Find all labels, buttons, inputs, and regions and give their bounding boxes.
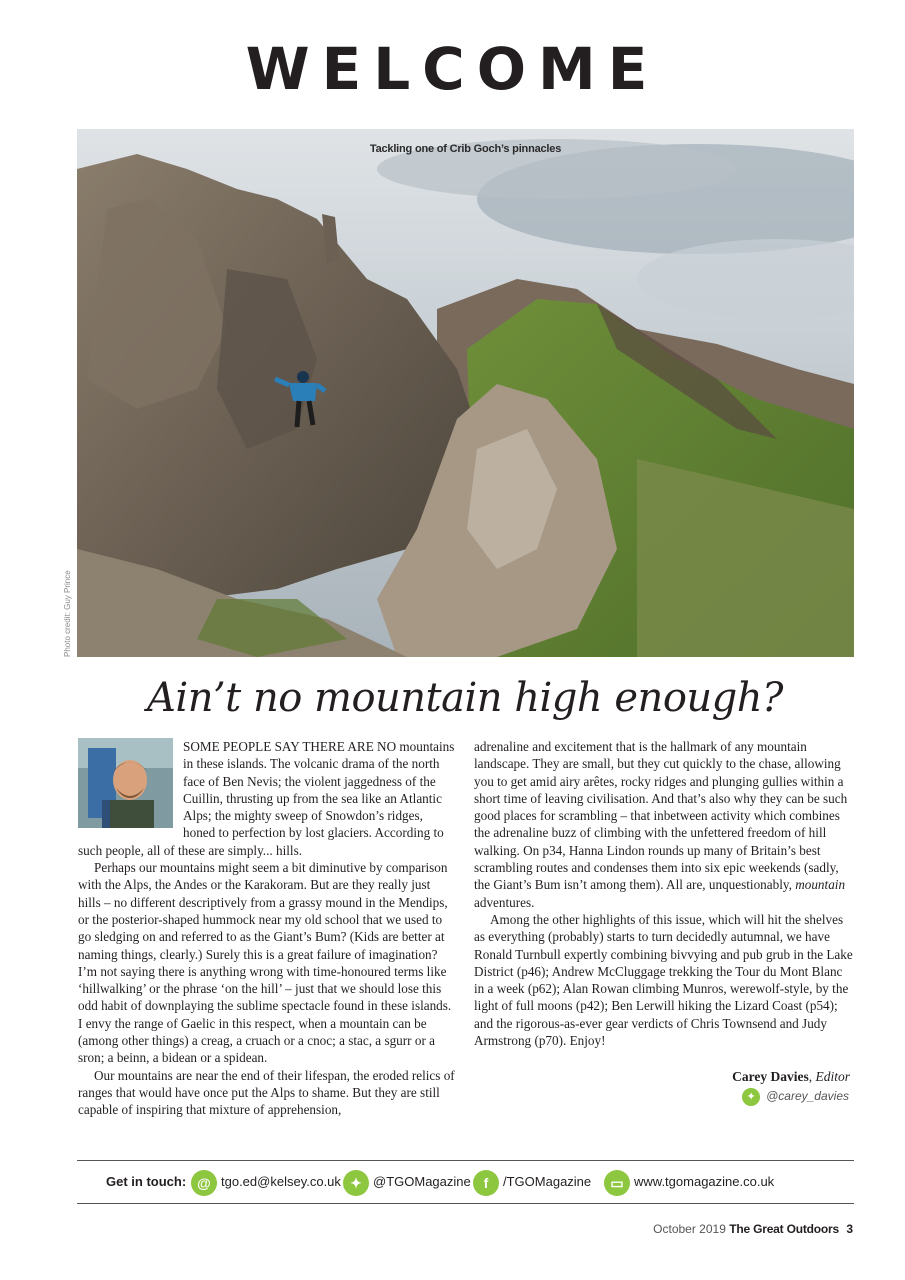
contact-bottom-rule: [77, 1203, 854, 1204]
paragraph-4b: adventures.: [474, 894, 535, 910]
paragraph-1: mountains in these islands. The volcanic drama of the north face of Ben Nevis; the violent jaggedness of the Cuillin, thrusting up from the sea like an Atlantic Alps; the mighty sweep of Snowdon’s ridges, honed to perfection by lost glaciers. According to such people, all of these are simply... hills.: [78, 739, 455, 858]
issue-month: October 2019: [653, 1222, 726, 1236]
editor-signoff: [560, 1068, 850, 1086]
photo-caption: Tackling one of Crib Goch’s pinnacles: [369, 143, 562, 155]
contact-website[interactable]: [604, 1168, 774, 1196]
facebook-icon: f: [473, 1170, 499, 1196]
magazine-name: The Great Outdoors: [729, 1222, 839, 1236]
paragraph-3: Our mountains are near the end of their lifespan, the eroded relics of ranges that would have once put the Alps to shame. But they are still capable of inspiring that mixture of apprehension,: [78, 1067, 455, 1118]
twitter-icon: ✦: [742, 1088, 760, 1106]
article-column-right: [474, 738, 854, 1049]
masthead-title: WELCOME: [245, 35, 660, 103]
contact-facebook[interactable]: [473, 1168, 591, 1196]
at-icon: @: [191, 1170, 217, 1196]
page-folio: [653, 1222, 853, 1236]
contact-facebook-text: /TGOMagazine: [503, 1174, 592, 1189]
hero-photo: [77, 129, 854, 657]
paragraph-4a: adrenaline and excitement that is the hallmark of any mountain landscape. They are small, but they cut quickly to the chase, allowing you to get amid airy arêtes, rocky ridges and plunging gullies within a short time of leaving civilisation. And that’s also why they can be such good places for scrambling – that inbetween activity which combines the adrenaline buzz of climbing with the unfettered freedom of hill walking. On p34, Hanna Lindon rounds up many of Britain’s best scrambling routes and condenses them into six epic weekends (sadly, the Giant’s Bum isn’t among them). All are, unquestionably,: [474, 739, 848, 893]
page-number: 3: [846, 1222, 853, 1236]
mountain-scene-image: [77, 129, 854, 657]
signoff-separator: ,: [808, 1069, 816, 1084]
contact-twitter[interactable]: [343, 1168, 471, 1196]
contact-bar: [77, 1161, 854, 1203]
contact-website-text: www.tgomagazine.co.uk: [634, 1174, 775, 1189]
editor-portrait-image: [78, 738, 173, 828]
get-in-touch-label: Get in touch:: [106, 1174, 187, 1189]
paragraph-4-emphasis: mountain: [795, 877, 846, 893]
editor-twitter[interactable]: [620, 1086, 849, 1106]
article-headline: Ain’t no mountain high enough?: [147, 675, 783, 721]
photo-credit: Photo credit: Guy Prince: [63, 570, 72, 657]
editor-twitter-handle: @carey_davies: [766, 1089, 849, 1103]
article-column-left: [78, 738, 456, 1119]
monitor-icon: ▭: [604, 1170, 630, 1196]
contact-email-text: tgo.ed@kelsey.co.uk: [221, 1174, 341, 1189]
paragraph-2: Perhaps our mountains might seem a bit diminutive by comparison with the Alps, the Andes or the Karakoram. But are they really just hills – no different descriptively from a grassy mound in the Mendips, or the posterior-shaped hummock near my old school that we used to go sledging on and referred to as the Giant’s Bum? (Kids are better at naming things, clearly.) Surely this is a great failure of imagination? I’m not saying there is anything wrong with time-honoured terms like ‘hillwalking’ or the phrase ‘on the hill’ – just that we should lose this odd habit of downplaying the sublime spectacle found in these islands. I envy the range of Gaelic in this respect, when a mountain can be (among other things) a creag, a cruach or a cnoc; a stac, a sgurr or a sron; a beinn, a bidean or a spidean.: [78, 860, 452, 1066]
lead-in-caps: SOME PEOPLE SAY THERE ARE NO: [183, 739, 397, 754]
editor-portrait: [78, 738, 173, 828]
contact-email[interactable]: [191, 1168, 341, 1196]
twitter-icon: ✦: [343, 1170, 369, 1196]
editor-name: Carey Davies: [732, 1069, 809, 1084]
editor-role: Editor: [815, 1069, 850, 1084]
contact-twitter-text: @TGOMagazine: [373, 1174, 471, 1189]
paragraph-5: Among the other highlights of this issue, which will hit the shelves as everything (probably) starts to turn decidedly autumnal, we have Ronald Turnbull expertly combining bivvying and pub grub in the Lake District (p46); Andrew McCluggage trekking the Tour du Mont Blanc in a week (p62); Alan Rowan climbing Munros, werewolf-style, by the light of full moons (p42); Ben Lerwill hiking the Lizard Coast (p54); and the rigorous-as-ever gear verdicts of Chris Townsend and Judy Armstrong (p70). Enjoy!: [474, 911, 853, 1049]
